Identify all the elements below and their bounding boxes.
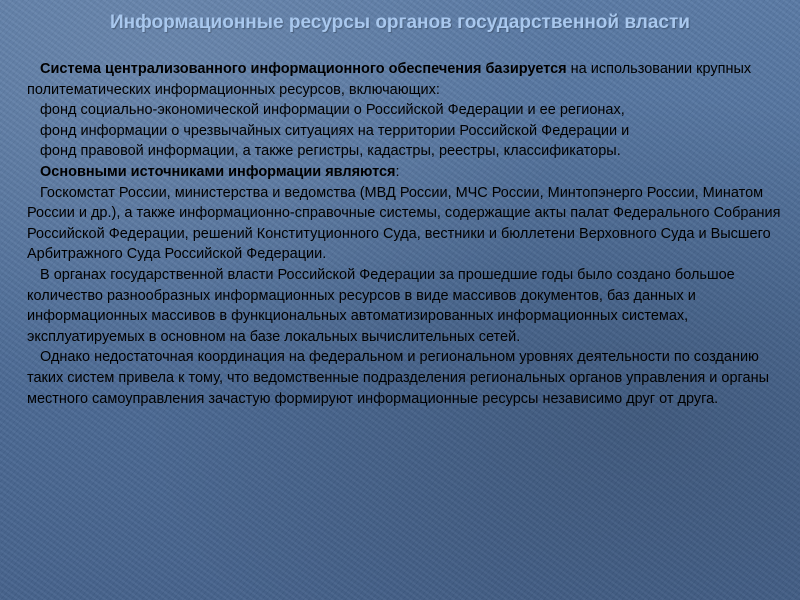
slide-title: Информационные ресурсы органов государственной власти [110, 12, 690, 33]
paragraph-text: : [395, 163, 400, 180]
paragraph-system-basis [27, 59, 781, 100]
paragraph-main-sources [27, 162, 781, 183]
paragraph-coordination: Однако недостаточная координация на федеральном и региональном уровнях деятельности по созданию таких систем привела к тому, что ведомственные подразделения региональных органов управления и органы местного самоуправления зачастую формируют информационные ресурсы независимо друг от друга. [27, 349, 770, 407]
paragraph-resources-created: В органах государственной власти Российской Федерации за прошедшие годы было создано большое количество разнообразных информационных ресурсов в виде массивов документов, баз данных и информационных массивов в функциональных автоматизированных информационных системах, эксплуатируемых в основном на базе локальных вычислительных сетей. [27, 266, 735, 345]
paragraph-sources-list: Госкомстат России, министерства и ведомства (МВД России, МЧС России, Минтопэнерго России, Минатом России и др.), а также информационно-справочные системы, содержащие акты палат Федерального Собрания Российской Федерации, решений Конституционного Суда, вестники и бюллетени Верховного Суда и Высшего Арбитражного Суда Российской Федерации. [27, 184, 781, 263]
paragraph-bold-lead: Система централизованного информационного обеспечения базируется [40, 61, 567, 77]
paragraph-socio-economic-fund: фонд социально-экономической информации о Российской Федерации и ее регионах, [40, 102, 625, 119]
paragraph-text: на использовании крупных политематических информационных ресурсов, включающих: [27, 61, 752, 98]
paragraph-bold-lead: Основными источниками информации являются [40, 163, 396, 180]
paragraph-emergency-fund: фонд информации о чрезвычайных ситуациях на территории Российской Федерации и [40, 122, 630, 139]
slide-body [27, 59, 781, 409]
paragraph-legal-fund: фонд правовой информации, а также регистры, кадастры, реестры, классификаторы. [40, 143, 621, 160]
